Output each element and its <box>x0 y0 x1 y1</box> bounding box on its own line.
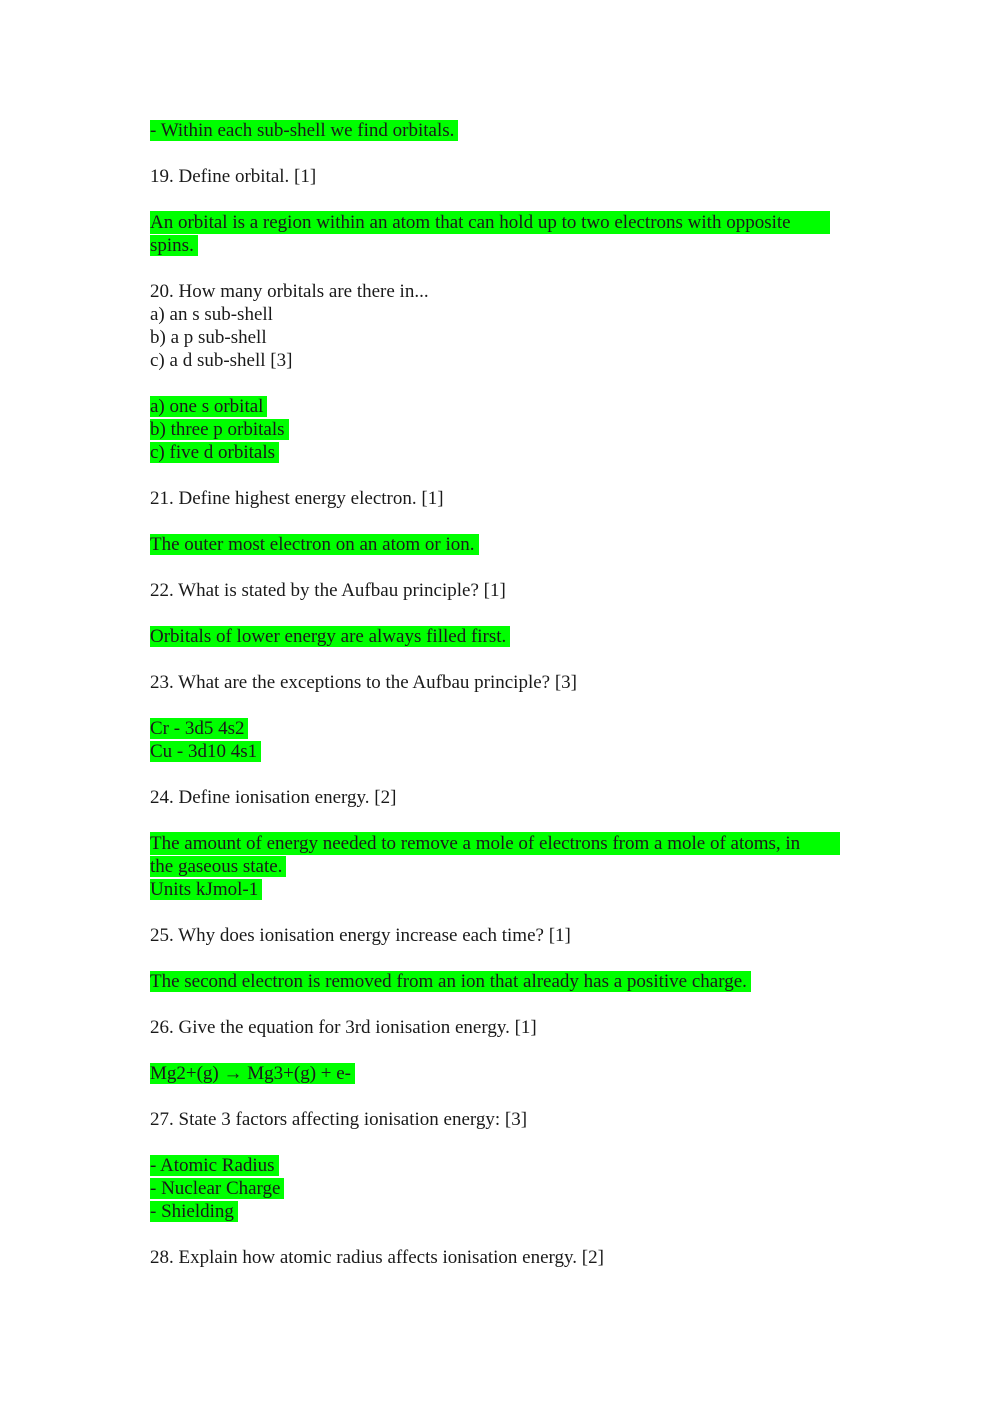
question-line <box>150 280 850 303</box>
question-line <box>150 303 850 326</box>
highlighted-text: the gaseous state. <box>150 856 286 877</box>
highlighted-text: Orbitals of lower energy are always filled first. <box>150 626 510 647</box>
text: 22. What is stated by the Aufbau principle? [1] <box>150 580 506 601</box>
blank-line <box>150 1223 850 1246</box>
question-line <box>150 1246 850 1269</box>
blank-line <box>150 1131 850 1154</box>
answer-line <box>150 855 850 878</box>
highlighted-text: a) one s orbital <box>150 396 267 417</box>
highlighted-text: The outer most electron on an atom or ion. <box>150 534 479 555</box>
answer-line <box>150 1154 850 1177</box>
highlighted-text: c) five d orbitals <box>150 442 279 463</box>
blank-line <box>150 142 850 165</box>
answer-line <box>150 878 850 901</box>
highlighted-text: Units kJmol-1 <box>150 879 262 900</box>
answer-line <box>150 119 850 142</box>
highlighted-text: - Nuclear Charge <box>150 1178 284 1199</box>
highlighted-text: Cu - 3d10 4s1 <box>150 741 261 762</box>
text: 26. Give the equation for 3rd ionisation energy. [1] <box>150 1017 537 1038</box>
blank-line <box>150 188 850 211</box>
question-line <box>150 786 850 809</box>
answer-line <box>150 418 850 441</box>
document-page <box>150 119 850 1269</box>
question-line <box>150 924 850 947</box>
blank-line <box>150 602 850 625</box>
answer-line <box>150 625 850 648</box>
answer-line <box>150 740 850 763</box>
question-line <box>150 487 850 510</box>
answer-line <box>150 533 850 556</box>
answer-line <box>150 1200 850 1223</box>
answer-line <box>150 1177 850 1200</box>
highlighted-text: The amount of energy needed to remove a mole of electrons from a mole of atoms, in <box>150 832 840 855</box>
blank-line <box>150 464 850 487</box>
answer-line <box>150 211 850 234</box>
blank-line <box>150 510 850 533</box>
answer-line <box>150 395 850 418</box>
blank-line <box>150 694 850 717</box>
blank-line <box>150 809 850 832</box>
highlighted-text: An orbital is a region within an atom that can hold up to two electrons with opposite <box>150 211 830 234</box>
blank-line <box>150 1039 850 1062</box>
text: 25. Why does ionisation energy increase each time? [1] <box>150 925 571 946</box>
highlighted-text: - Atomic Radius <box>150 1155 279 1176</box>
question-line <box>150 349 850 372</box>
text: a) an s sub-shell <box>150 304 273 325</box>
text: 28. Explain how atomic radius affects ionisation energy. [2] <box>150 1247 604 1268</box>
text: 21. Define highest energy electron. [1] <box>150 488 444 509</box>
blank-line <box>150 257 850 280</box>
text: b) a p sub-shell <box>150 327 267 348</box>
answer-line <box>150 441 850 464</box>
highlighted-text: The second electron is removed from an ion that already has a positive charge. <box>150 971 751 992</box>
blank-line <box>150 556 850 579</box>
text: 19. Define orbital. [1] <box>150 166 317 187</box>
question-line <box>150 579 850 602</box>
blank-line <box>150 947 850 970</box>
blank-line <box>150 648 850 671</box>
question-line <box>150 1108 850 1131</box>
highlighted-text: Mg2+(g) → Mg3+(g) + e- <box>150 1063 355 1084</box>
text: c) a d sub-shell [3] <box>150 350 293 371</box>
blank-line <box>150 763 850 786</box>
text: 23. What are the exceptions to the Aufbau principle? [3] <box>150 672 577 693</box>
highlighted-text: - Within each sub-shell we find orbitals. <box>150 120 458 141</box>
question-line <box>150 671 850 694</box>
blank-line <box>150 901 850 924</box>
text: 20. How many orbitals are there in... <box>150 281 429 302</box>
answer-line <box>150 1062 850 1085</box>
blank-line <box>150 993 850 1016</box>
highlighted-text: - Shielding <box>150 1201 238 1222</box>
blank-line <box>150 1085 850 1108</box>
answer-line <box>150 970 850 993</box>
highlighted-text: spins. <box>150 235 198 256</box>
text: 27. State 3 factors affecting ionisation energy: [3] <box>150 1109 528 1130</box>
answer-line <box>150 234 850 257</box>
text: 24. Define ionisation energy. [2] <box>150 787 397 808</box>
question-line <box>150 165 850 188</box>
highlighted-text: b) three p orbitals <box>150 419 289 440</box>
blank-line <box>150 372 850 395</box>
highlighted-text: Cr - 3d5 4s2 <box>150 718 248 739</box>
answer-line <box>150 717 850 740</box>
question-line <box>150 326 850 349</box>
answer-line <box>150 832 850 855</box>
question-line <box>150 1016 850 1039</box>
